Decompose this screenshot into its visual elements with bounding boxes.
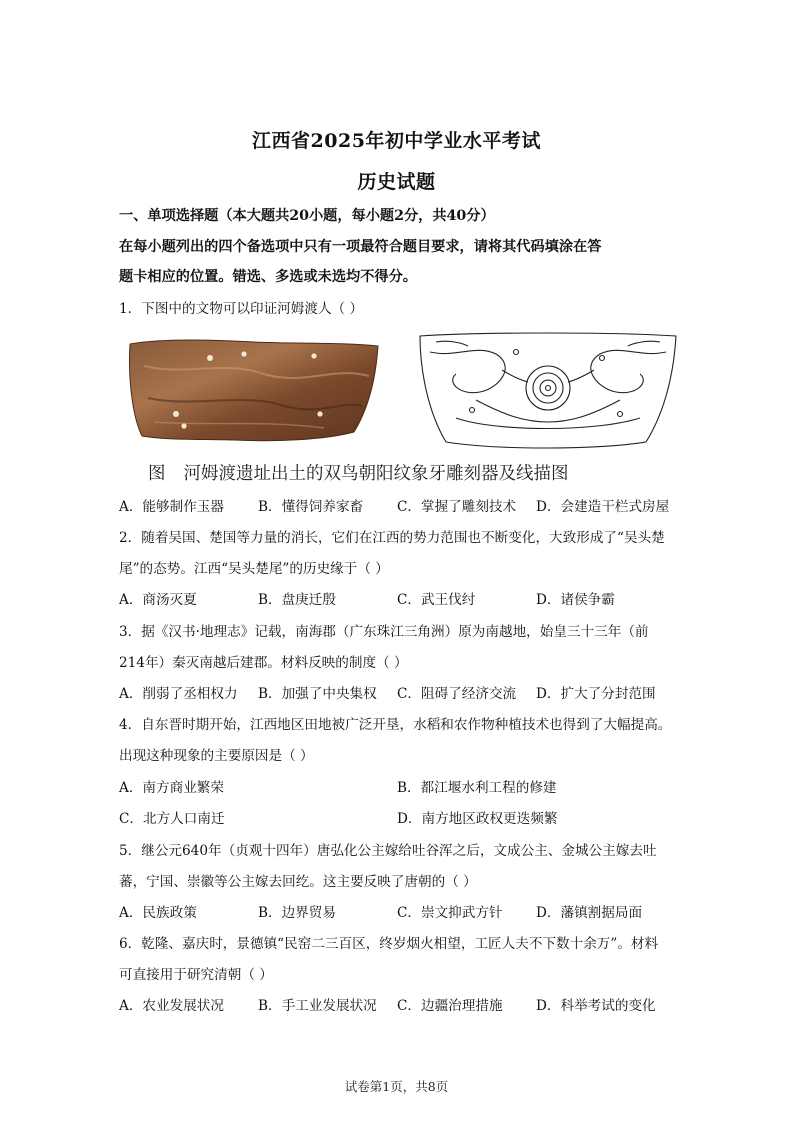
q6-option-d[interactable]: D．科举考试的变化 [536,998,656,1014]
question-1-stem: 1．下图中的文物可以印证河姆渡人（ ） [119,301,364,317]
q1-option-d[interactable]: D．会建造干栏式房屋 [536,499,670,515]
q3-option-a[interactable]: A．削弱了丞相权力 [119,686,238,702]
exam-title: 江西省2025年初中学业水平考试 [252,130,541,152]
q1-option-c[interactable]: C．掌握了雕刻技术 [397,499,517,515]
question-2-stem-line-1: 2．随着吴国、楚国等力量的消长，它们在江西的势力范围也不断变化，大致形成了“吴头楚 [119,530,665,546]
q2-option-d[interactable]: D．诸侯争霸 [536,592,615,608]
q3-option-b[interactable]: B．加强了中央集权 [258,686,377,702]
exam-subtitle: 历史试题 [357,171,436,193]
q6-option-a[interactable]: A．农业发展状况 [119,998,224,1014]
q2-option-c[interactable]: C．武王伐纣 [397,592,476,608]
q4-option-c[interactable]: C．北方人口南迁 [119,811,225,827]
figure-caption [148,460,569,485]
q5-option-c[interactable]: C．崇文抑武方针 [397,905,503,921]
q5-option-a[interactable]: A．民族政策 [119,905,197,921]
q5-option-b[interactable]: B．边界贸易 [258,905,336,921]
question-5-stem-line-1: 5．继公元640年（贞观十四年）唐弘化公主嫁给吐谷浑之后，文成公主、金城公主嫁去吐 [119,843,657,859]
section-heading: 一、单项选择题（本大题共20小题，每小题2分，共40分） [119,208,495,224]
q1-option-a[interactable]: A．能够制作玉器 [119,499,224,515]
q6-option-c[interactable]: C．边疆治理措施 [397,998,503,1014]
page-footer: 试卷第1页，共8页 [344,1079,449,1094]
q2-option-b[interactable]: B．盘庚迁殷 [258,592,336,608]
question-3-stem-line-1: 3．据《汉书·地理志》记载，南海郡（广东珠江三角洲）原为南越地，始皇三十三年（前 [119,624,649,640]
q4-option-a[interactable]: A．南方商业繁荣 [119,780,224,796]
q2-option-a[interactable]: A．商汤灭夏 [119,592,197,608]
section-instruction-line-1: 在每小题列出的四个备选项中只有一项最符合题目要求，请将其代码填涂在答 [119,239,602,255]
question-2-stem-line-2: 尾”的态势。江西“吴头楚尾”的历史缘于（ ） [119,561,389,577]
q1-option-b[interactable]: B．懂得饲养家畜 [258,499,364,515]
ivory-carving-line-drawing [416,330,680,454]
section-instruction-line-2: 题卡相应的位置。错选、多选或未选均不得分。 [119,269,417,285]
question-4-stem-line-1: 4．自东晋时期开始，江西地区田地被广泛开垦，水稻和农作物种植技术也得到了大幅提高。 [119,717,672,733]
question-4-stem-line-2: 出现这种现象的主要原因是（ ） [119,748,314,764]
q3-option-c[interactable]: C．阻碍了经济交流 [397,686,517,702]
q3-option-d[interactable]: D．扩大了分封范围 [536,686,656,702]
figure-caption-text: 河姆渡遗址出土的双鸟朝阳纹象牙雕刻器及线描图 [183,464,569,484]
question-3-stem-line-2: 214年）秦灭南越后建郡。材料反映的制度（ ） [119,655,408,671]
figure-caption-label: 图 [148,464,166,484]
ivory-carving-photo [124,336,382,446]
question-5-stem-line-2: 蕃，宁国、崇徽等公主嫁去回纥。这主要反映了唐朝的（ ） [119,874,477,890]
question-6-stem-line-2: 可直接用于研究清朝（ ） [119,967,273,983]
q5-option-d[interactable]: D．藩镇割据局面 [536,905,643,921]
question-6-stem-line-1: 6．乾隆、嘉庆时，景德镇“民窑二三百区，终岁烟火相望，工匠人夫不下数十余万”。材料 [119,936,659,952]
q4-option-d[interactable]: D．南方地区政权更迭频繁 [397,811,558,827]
q6-option-b[interactable]: B．手工业发展状况 [258,998,377,1014]
q4-option-b[interactable]: B．都江堰水利工程的修建 [397,780,557,796]
